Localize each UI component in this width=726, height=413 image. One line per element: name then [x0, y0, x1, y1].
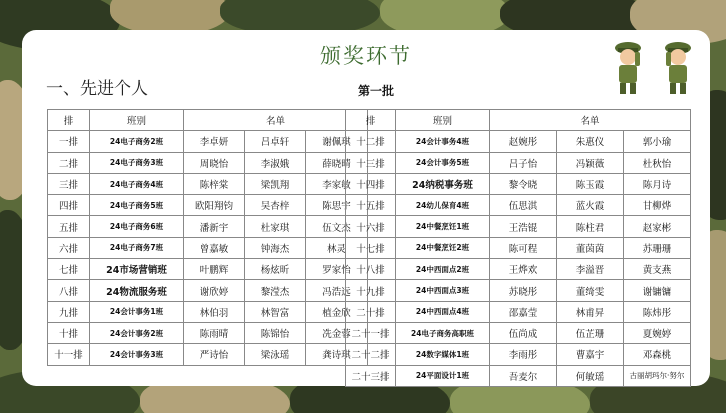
class-cell: 24中餐烹饪1班 [396, 216, 490, 237]
name-cell: 曹嘉宇 [557, 344, 624, 365]
name-cell: 邓森桃 [624, 344, 691, 365]
name-cell: 龚诗琪 [306, 344, 368, 365]
table-row [48, 301, 368, 322]
name-cell: 杜秋怡 [624, 152, 691, 173]
class-cell: 24中西面点3班 [396, 280, 490, 301]
table-row [48, 259, 368, 280]
row-cell: 八排 [48, 280, 90, 301]
table-row [346, 365, 691, 386]
class-cell: 24幼儿保育4班 [396, 195, 490, 216]
name-cell: 陈思宇 [306, 195, 368, 216]
class-cell: 24电子商务高职班 [396, 322, 490, 343]
header-row: 排 [48, 110, 90, 131]
name-cell: 曾嘉敏 [184, 237, 245, 258]
soldier-saluting-icon [658, 38, 698, 96]
name-cell: 蓝火霞 [557, 195, 624, 216]
soldier-saluting-icon [608, 38, 648, 96]
table-row [346, 280, 691, 301]
name-cell: 李雨彤 [490, 344, 557, 365]
name-cell: 谢镛镛 [624, 280, 691, 301]
name-cell: 陈柱君 [557, 216, 624, 237]
name-cell: 杨炫昕 [245, 259, 306, 280]
row-cell: 十九排 [346, 280, 396, 301]
name-cell: 冼金蓉 [306, 322, 368, 343]
class-cell: 24电子商务4班 [90, 173, 184, 194]
name-cell: 吕卓轩 [245, 131, 306, 152]
row-cell: 七排 [48, 259, 90, 280]
row-cell: 十八排 [346, 259, 396, 280]
name-cell: 冯浩远 [306, 280, 368, 301]
table-row [346, 131, 691, 152]
name-cell: 陈玉霞 [557, 173, 624, 194]
header-names: 名单 [184, 110, 368, 131]
name-cell: 潘新宇 [184, 216, 245, 237]
name-cell: 梁泳瑶 [245, 344, 306, 365]
class-cell: 24中餐烹饪2班 [396, 237, 490, 258]
name-cell: 夏婉婷 [624, 322, 691, 343]
name-cell: 王浩锟 [490, 216, 557, 237]
slide-card [22, 30, 710, 386]
class-cell: 24电子商务6班 [90, 216, 184, 237]
header-names: 名单 [490, 110, 691, 131]
class-cell: 24平面设计1班 [396, 365, 490, 386]
name-cell: 伍尚成 [490, 322, 557, 343]
table-row [346, 259, 691, 280]
name-cell: 苏珊珊 [624, 237, 691, 258]
name-cell: 苏晓彤 [490, 280, 557, 301]
name-cell: 薛晓晴 [306, 152, 368, 173]
batch-label: 第一批 [358, 84, 395, 98]
name-cell: 黄支燕 [624, 259, 691, 280]
row-cell: 二十一排 [346, 322, 396, 343]
row-cell: 十六排 [346, 216, 396, 237]
table-row [346, 152, 691, 173]
name-cell: 王烨欢 [490, 259, 557, 280]
table-row [346, 344, 691, 365]
class-cell: 24中西面点4班 [396, 301, 490, 322]
name-cell: 林伯羽 [184, 301, 245, 322]
name-cell: 叶鹏辉 [184, 259, 245, 280]
name-cell: 黎令晓 [490, 173, 557, 194]
name-cell: 罗家怡 [306, 259, 368, 280]
table-row [346, 173, 691, 194]
name-cell: 谢欣婷 [184, 280, 245, 301]
name-cell: 朱惠仪 [557, 131, 624, 152]
class-cell: 24电子商务3班 [90, 152, 184, 173]
class-cell: 24电子商务7班 [90, 237, 184, 258]
class-cell: 24会计事务4班 [396, 131, 490, 152]
class-cell: 24会计事务5班 [396, 152, 490, 173]
name-cell: 钟海杰 [245, 237, 306, 258]
award-table-left [47, 109, 368, 366]
row-cell: 十排 [48, 322, 90, 343]
class-cell: 24会计事务1班 [90, 301, 184, 322]
row-cell: 十一排 [48, 344, 90, 365]
name-cell: 甘柳烨 [624, 195, 691, 216]
class-cell: 24电子商务5班 [90, 195, 184, 216]
row-cell: 三排 [48, 173, 90, 194]
slide-title: 颁奖环节 [320, 44, 412, 68]
name-cell: 陈月诗 [624, 173, 691, 194]
row-cell: 十五排 [346, 195, 396, 216]
name-cell: 吴杏梓 [245, 195, 306, 216]
table-row [48, 173, 368, 194]
table-row [346, 216, 691, 237]
class-cell: 24会计事务2班 [90, 322, 184, 343]
name-cell: 陈锦怡 [245, 322, 306, 343]
name-cell: 董茵茵 [557, 237, 624, 258]
row-cell: 九排 [48, 301, 90, 322]
table-row [48, 344, 368, 365]
row-cell: 十四排 [346, 173, 396, 194]
row-cell: 一排 [48, 131, 90, 152]
table-row [48, 280, 368, 301]
class-cell: 24会计事务3班 [90, 344, 184, 365]
class-cell: 24纳税事务班 [396, 173, 490, 194]
class-cell: 24数字媒体1班 [396, 344, 490, 365]
name-cell: 李家敏 [306, 173, 368, 194]
name-cell: 杜家琪 [245, 216, 306, 237]
section-heading: 一、先进个人 [46, 79, 148, 99]
class-cell: 24中西面点2班 [396, 259, 490, 280]
header-class: 班别 [90, 110, 184, 131]
name-cell: 陈雨晴 [184, 322, 245, 343]
name-cell: 吕子怡 [490, 152, 557, 173]
name-cell: 吾麦尔 [490, 365, 557, 386]
name-cell: 黎滢杰 [245, 280, 306, 301]
table-row [48, 216, 368, 237]
row-cell: 二十三排 [346, 365, 396, 386]
class-cell: 24市场营销班 [90, 259, 184, 280]
row-cell: 十七排 [346, 237, 396, 258]
name-cell: 陈梓棠 [184, 173, 245, 194]
name-cell: 赵家彬 [624, 216, 691, 237]
table-row [346, 301, 691, 322]
name-cell: 梁凯翔 [245, 173, 306, 194]
name-cell: 严诗怡 [184, 344, 245, 365]
name-cell: 古丽胡玛尔·努尔 [624, 365, 691, 386]
header-class: 班别 [396, 110, 490, 131]
name-cell: 欧阳翔钧 [184, 195, 245, 216]
name-cell: 李卓妍 [184, 131, 245, 152]
name-cell: 林甫昇 [557, 301, 624, 322]
name-cell: 陈可程 [490, 237, 557, 258]
name-cell: 李溢晋 [557, 259, 624, 280]
table-row [48, 195, 368, 216]
name-cell: 周晓怡 [184, 152, 245, 173]
name-cell: 伍思淇 [490, 195, 557, 216]
row-cell: 六排 [48, 237, 90, 258]
name-cell: 伍文杰 [306, 216, 368, 237]
row-cell: 二十排 [346, 301, 396, 322]
name-cell: 何敏瑶 [557, 365, 624, 386]
name-cell: 邵嘉莹 [490, 301, 557, 322]
row-cell: 十三排 [346, 152, 396, 173]
class-cell: 24电子商务2班 [90, 131, 184, 152]
table-row [346, 195, 691, 216]
name-cell: 董绮雯 [557, 280, 624, 301]
name-cell: 林智富 [245, 301, 306, 322]
name-cell: 赵婉彤 [490, 131, 557, 152]
name-cell: 冯颖薇 [557, 152, 624, 173]
name-cell: 植金欣 [306, 301, 368, 322]
table-row [346, 237, 691, 258]
row-cell: 四排 [48, 195, 90, 216]
table-row [48, 131, 368, 152]
row-cell: 二十二排 [346, 344, 396, 365]
name-cell: 谢佩琪 [306, 131, 368, 152]
table-row [48, 152, 368, 173]
award-table-right [345, 109, 691, 387]
row-cell: 五排 [48, 216, 90, 237]
name-cell: 伍芷珊 [557, 322, 624, 343]
name-cell: 郭小瑜 [624, 131, 691, 152]
row-cell: 二排 [48, 152, 90, 173]
header-row: 排 [346, 110, 396, 131]
name-cell: 陈炜彤 [624, 301, 691, 322]
row-cell: 十二排 [346, 131, 396, 152]
class-cell: 24物流服务班 [90, 280, 184, 301]
name-cell: 李淑娥 [245, 152, 306, 173]
table-row [346, 322, 691, 343]
table-row [48, 322, 368, 343]
table-row [48, 237, 368, 258]
name-cell: 林灵 [306, 237, 368, 258]
